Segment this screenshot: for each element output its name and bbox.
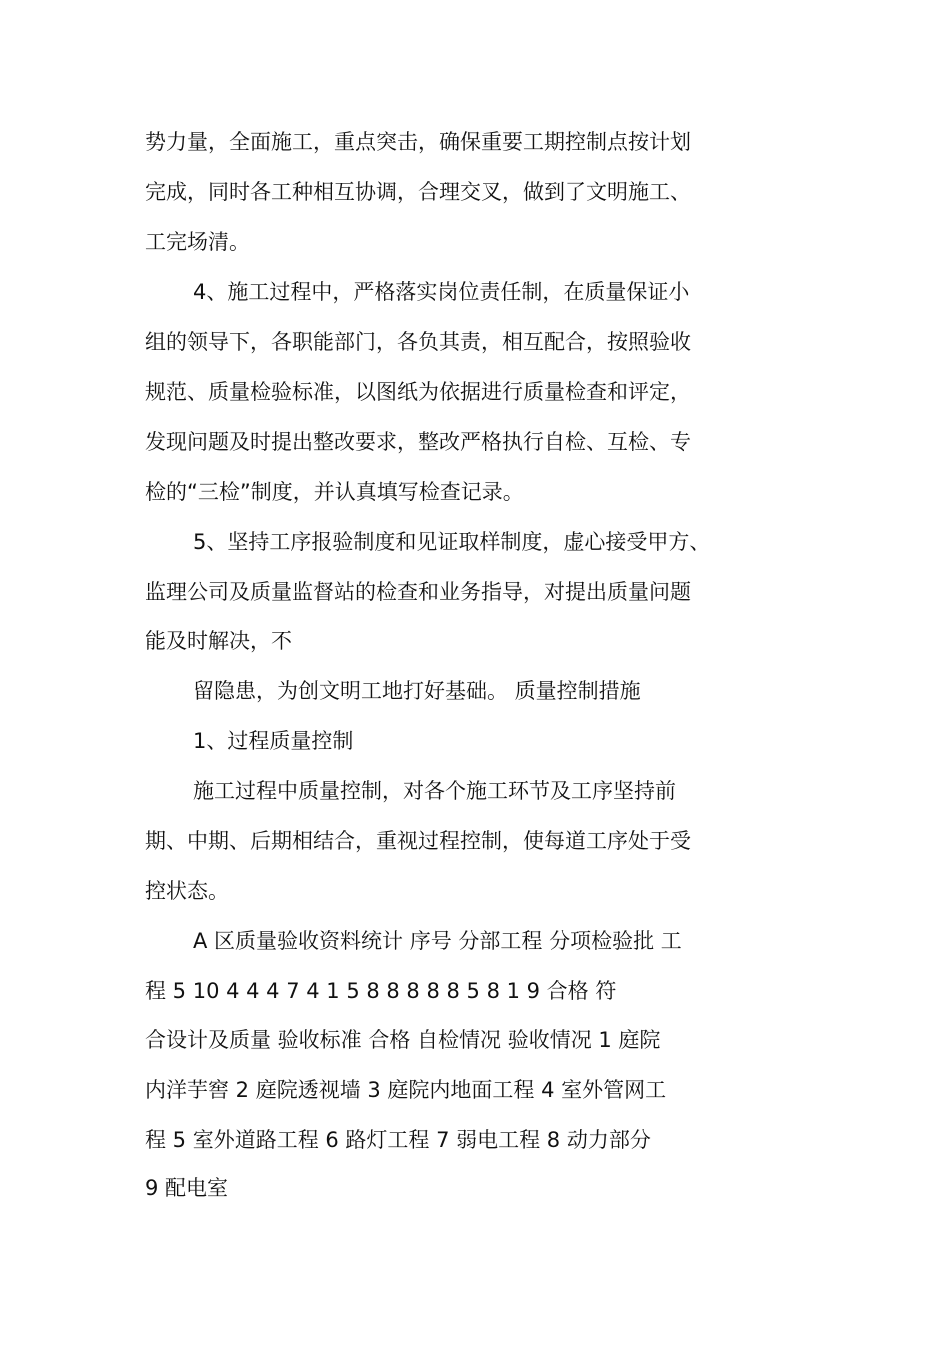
text-line-11: 能及时解决，不 [145,629,292,653]
text-line-17: A 区质量验收资料统计 序号 分部工程 分项检验批 工 [193,929,682,953]
text-line-14: 施工过程中质量控制，对各个施工环节及工序坚持前 [193,779,676,803]
text-line-1: 势力量，全面施工，重点突击，确保重要工期控制点按计划 [145,130,691,154]
text-line-20: 内洋芋窖 2 庭院透视墙 3 庭院内地面工程 4 室外管网工 [145,1078,667,1102]
text-line-9: 5、坚持工序报验制度和见证取样制度，虚心接受甲方、 [193,530,711,554]
text-line-15: 期、中期、后期相结合，重视过程控制，使每道工序处于受 [145,829,691,853]
text-line-4: 4、施工过程中，严格落实岗位责任制，在质量保证小 [193,280,690,304]
text-line-22: 9 配电室 [145,1176,229,1200]
text-line-2: 完成，同时各工种相互协调，合理交叉，做到了文明施工、 [145,180,691,204]
text-line-5: 组的领导下，各职能部门，各负其责，相互配合，按照验收 [145,330,691,354]
text-line-16: 控状态。 [145,879,229,903]
text-line-19: 合设计及质量 验收标准 合格 自检情况 验收情况 1 庭院 [145,1028,661,1052]
text-line-3: 工完场清。 [145,230,250,254]
text-line-21: 程 5 室外道路工程 6 路灯工程 7 弱电工程 8 动力部分 [145,1128,651,1152]
text-line-18: 程 5 10 4 4 4 7 4 1 5 8 8 8 8 8 5 8 1 9 合格 符 [145,979,617,1003]
text-line-7: 发现问题及时提出整改要求，整改严格执行自检、互检、专 [145,430,691,454]
text-line-8: 检的“三检”制度，并认真填写检查记录。 [145,480,524,504]
text-line-13: 1、过程质量控制 [193,729,354,753]
text-line-10: 监理公司及质量监督站的检查和业务指导，对提出质量问题 [145,580,691,604]
text-line-12: 留隐患，为创文明工地打好基础。 质量控制措施 [193,679,641,703]
text-line-6: 规范、质量检验标准，以图纸为依据进行质量检查和评定， [145,380,691,404]
